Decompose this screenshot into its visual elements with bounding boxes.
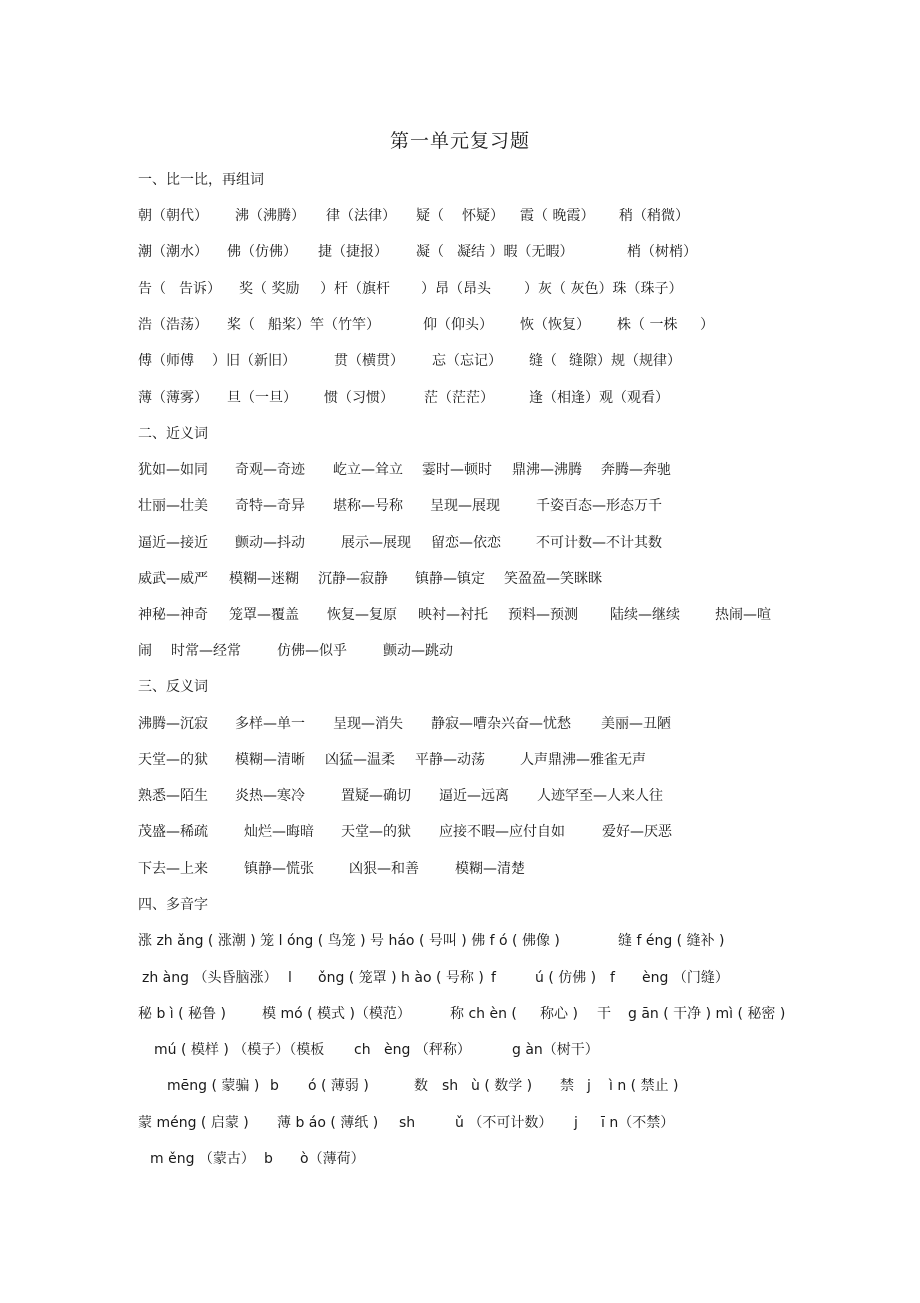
synonym-pair: 威武—威严 [138,571,208,587]
polyphone-entry: ǒng ( 笼罩 ) h ào ( 号称 ) [318,970,484,986]
polyphone-entry: 缝 f éng ( 缝补 ) [618,933,725,949]
synonym-pair: 霎时—顿时 [422,462,492,478]
synonym-pair: 沉静—寂静 [318,571,388,587]
antonym-pair: 熟悉—陌生 [138,788,208,804]
polyphone-entry: 称 ch èn ( [450,1006,517,1022]
synonym-pair: 映衬—衬托 [418,607,488,623]
section-1-row-3 [138,279,838,299]
word-pair: ）旧（新旧） [212,353,296,369]
polyphone-entry: 禁 [560,1078,574,1094]
synonym-pair: 镇静—镇定 [415,571,485,587]
antonym-pair: 平静—动荡 [415,752,485,768]
polyphone-entry: ǔ （不可计数） [455,1115,553,1131]
word-pair: 凝（ [416,244,444,260]
section-1-row-2 [138,242,838,262]
synonym-pair: 时常—经常 [171,643,241,659]
word-pair: 傅（师傅 [138,353,194,369]
antonym-pair: 人声鼎沸—雅雀无声 [520,752,646,768]
polyphone-entry: ī n（不禁） [601,1115,675,1131]
antonym-pair: 沸腾—沉寂 [138,716,208,732]
section-4-row-1 [138,931,838,951]
antonym-pair: 静寂—嘈杂兴奋—忧愁 [431,716,571,732]
polyphone-entry: ú ( 仿佛 ) [535,970,597,986]
polyphone-entry: sh [399,1115,416,1131]
word-pair: 稍（稍微） [619,208,689,224]
polyphone-entry: sh [442,1078,459,1094]
synonym-pair: 屹立—耸立 [333,462,403,478]
polyphone-entry: 称心 ) [540,1006,578,1022]
word-pair: 茫（茫茫） [424,390,494,406]
polyphone-entry: 数 [414,1078,428,1094]
polyphone-entry: j [574,1115,578,1131]
section-3-row-3 [138,786,838,806]
polyphone-entry: g ān ( 干净 ) mì ( 秘密 ) [628,1006,786,1022]
synonym-pair: 千姿百态—形态万千 [536,498,662,514]
section-2-row-3 [138,533,838,553]
section-1-row-4 [138,315,838,335]
polyphone-entry: f [610,970,615,986]
synonym-pair: 鼎沸—沸腾 [512,462,582,478]
antonym-pair: 应接不暇—应付自如 [439,824,565,840]
synonym-pair: 堪称—号称 [333,498,403,514]
antonym-pair: 呈现—消失 [333,716,403,732]
section-3-heading: 三、反义词 [138,679,208,695]
word-pair: 霞（ 晚霞） [520,208,595,224]
word-pair: 缝（ [529,353,557,369]
word-pair: 朝（朝代） [138,208,208,224]
word-pair: 浩（浩荡） [138,317,208,333]
word-pair: ）昂（昂头 [421,281,491,297]
section-2-row-6 [138,641,838,661]
antonym-pair: 天堂—的狱 [341,824,411,840]
synonym-pair: 笑盈盈—笑眯眯 [504,571,602,587]
synonym-pair: 笼罩—覆盖 [229,607,299,623]
synonym-pair: 热闹—喧 [715,607,771,623]
word-pair: 梢（树梢） [627,244,697,260]
synonym-pair: 奇特—奇异 [235,498,305,514]
synonym-pair: 颤动—抖动 [235,535,305,551]
word-pair: 株（ 一株 [617,317,678,333]
word-pair: 凝结 ）暇（无暇） [457,244,574,260]
polyphone-entry: ò（薄荷） [300,1151,365,1167]
word-pair: 潮（潮水） [138,244,208,260]
synonym-pair: 神秘—神奇 [138,607,208,623]
section-1-row-6 [138,388,838,408]
polyphone-entry: b [270,1078,279,1094]
polyphone-entry: ch [354,1042,371,1058]
section-4-row-4 [138,1040,838,1060]
section-2-row-4 [138,569,838,589]
section-1-heading: 一、比一比，再组词 [138,172,264,188]
word-pair: 怀疑） [462,208,504,224]
antonym-pair: 凶狠—和善 [349,861,419,877]
polyphone-entry: ì n ( 禁止 ) [609,1078,679,1094]
antonym-pair: 模糊—清晰 [235,752,305,768]
polyphone-entry: ù ( 数学 ) [471,1078,533,1094]
polyphone-entry: f [491,970,496,986]
word-pair: ） [700,317,714,333]
section-4-row-5 [138,1076,838,1096]
polyphone-entry: g àn（树干） [512,1042,599,1058]
polyphone-entry: m ěng （蒙古） [150,1151,255,1167]
word-pair: 沸（沸腾） [235,208,305,224]
word-pair: ）杆（旗杆 [320,281,390,297]
section-2-heading: 二、近义词 [138,426,208,442]
synonym-pair: 闹 [138,643,152,659]
section-2-row-1 [138,460,838,480]
antonym-pair: 炎热—寒冷 [235,788,305,804]
synonym-pair: 预料—预测 [508,607,578,623]
polyphone-entry: ó ( 薄弱 ) [308,1078,369,1094]
section-4-row-2 [138,968,838,988]
polyphone-entry: 秘 b ì ( 秘鲁 ) [138,1006,226,1022]
polyphone-entry: 蒙 méng ( 启蒙 ) [138,1115,249,1131]
section-1-row-1 [138,206,838,226]
word-pair: 告（ [138,281,166,297]
antonym-pair: 逼近—远离 [439,788,509,804]
synonym-pair: 展示—展现 [341,535,411,551]
antonym-pair: 凶猛—温柔 [325,752,395,768]
word-pair: 律（法律） [326,208,396,224]
synonym-pair: 壮丽—壮美 [138,498,208,514]
synonym-pair: 仿佛—似乎 [277,643,347,659]
polyphone-entry: b [264,1151,273,1167]
section-2-row-5 [138,605,838,625]
word-pair: 船桨）竿（竹竿） [268,317,380,333]
polyphone-entry: èng （门缝） [642,970,729,986]
word-pair: 忘（忘记） [432,353,502,369]
antonym-pair: 人迹罕至—人来人往 [537,788,663,804]
word-pair: 恢（恢复） [520,317,590,333]
word-pair: 捷（捷报） [318,244,388,260]
synonym-pair: 逼近—接近 [138,535,208,551]
synonym-pair: 恢复—复原 [327,607,397,623]
section-4-row-6 [138,1113,838,1133]
polyphone-entry: 干 [597,1006,611,1022]
section-3-row-2 [138,750,838,770]
synonym-pair: 模糊—迷糊 [229,571,299,587]
word-pair: 旦（一旦） [227,390,297,406]
antonym-pair: 多样—单一 [235,716,305,732]
word-pair: 桨（ [227,317,255,333]
synonym-pair: 陆续—继续 [610,607,680,623]
section-3-row-1 [138,714,838,734]
polyphone-entry: èng （秤称） [384,1042,471,1058]
polyphone-entry: mēng ( 蒙骗 ) [167,1078,260,1094]
section-1-row-5 [138,351,838,371]
word-pair: 缝隙）规（规律） [569,353,681,369]
word-pair: 佛（仿佛） [227,244,297,260]
antonym-pair: 灿烂—晦暗 [244,824,314,840]
word-pair: 告诉） [179,281,221,297]
antonym-pair: 美丽—丑陋 [601,716,671,732]
section-2-row-2 [138,496,838,516]
polyphone-entry: mú ( 模样 ) （模子）（模板 [154,1042,325,1058]
polyphone-entry: j [587,1078,591,1094]
synonym-pair: 奇观—奇迹 [235,462,305,478]
synonym-pair: 奔腾—奔驰 [601,462,671,478]
word-pair: 仰（仰头） [423,317,493,333]
polyphone-entry: 薄 b áo ( 薄纸 ) [277,1115,379,1131]
synonym-pair: 呈现—展现 [430,498,500,514]
word-pair: 奖（ 奖励 [239,281,300,297]
polyphone-entry: l [288,970,292,986]
word-pair: 惯（习惯） [324,390,394,406]
word-pair: 逢（相逢）观（观看） [529,390,669,406]
word-pair: 薄（薄雾） [138,390,208,406]
antonym-pair: 置疑—确切 [341,788,411,804]
section-4-heading: 四、多音字 [138,897,208,913]
synonym-pair: 犹如—如同 [138,462,208,478]
polyphone-entry: zh àng （头昏脑涨） [142,970,278,986]
word-pair: 贯（横贯） [334,353,404,369]
synonym-pair: 颤动—跳动 [383,643,453,659]
synonym-pair: 不可计数—不计其数 [536,535,662,551]
synonym-pair: 留恋—依恋 [431,535,501,551]
antonym-pair: 天堂—的狱 [138,752,208,768]
antonym-pair: 下去—上来 [138,861,208,877]
section-4-row-7 [138,1149,838,1169]
antonym-pair: 模糊—清楚 [455,861,525,877]
polyphone-entry: 涨 zh ǎng ( 涨潮 ) 笼 l óng ( 鸟笼 ) 号 háo ( 号叫 ) 佛 f ó ( 佛像 ) [138,933,560,949]
polyphone-entry: 模 mó ( 模式 )（模范） [262,1006,411,1022]
section-3-row-5 [138,859,838,879]
section-4-row-3 [138,1004,838,1024]
antonym-pair: 茂盛—稀疏 [138,824,208,840]
page-title: 第一单元复习题 [389,130,530,152]
word-pair: ）灰（ 灰色）珠（珠子） [524,281,683,297]
antonym-pair: 爱好—厌恶 [602,824,672,840]
word-pair: 疑（ [416,208,444,224]
section-3-row-4 [138,822,838,842]
antonym-pair: 镇静—慌张 [244,861,314,877]
